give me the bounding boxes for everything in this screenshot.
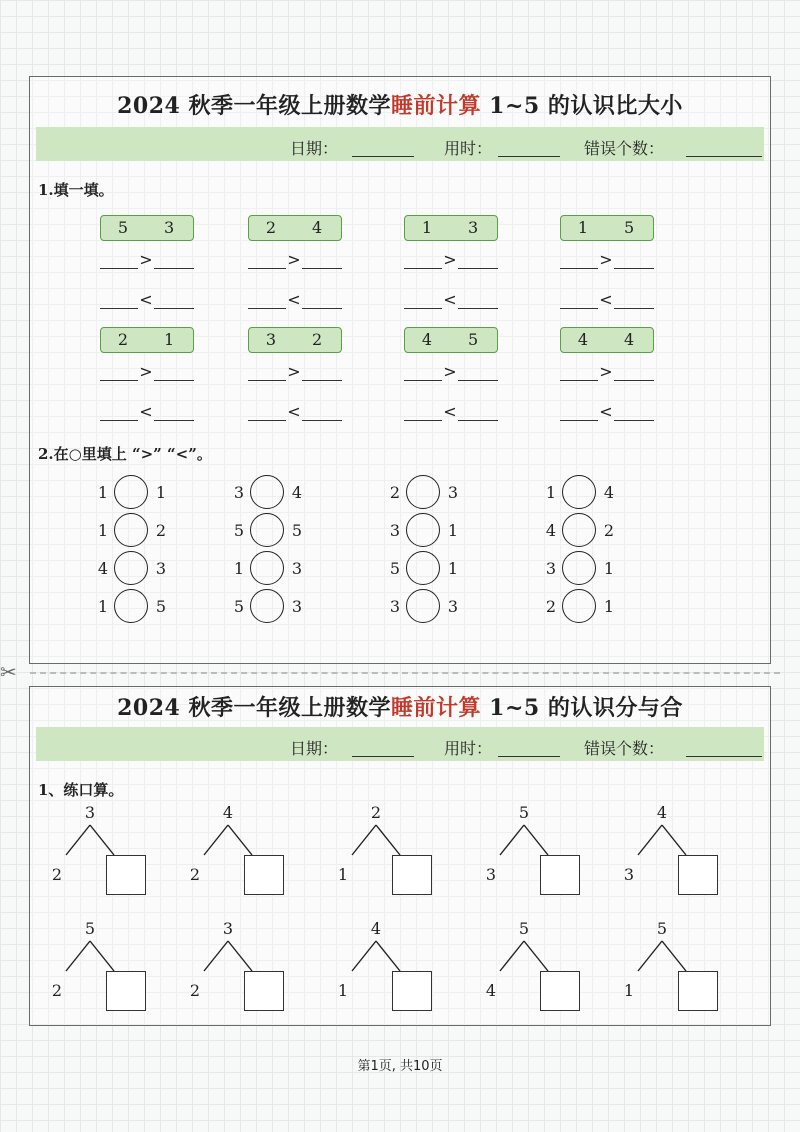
less-than-sign: < (139, 402, 153, 421)
answer-box[interactable] (106, 855, 146, 895)
whole-number: 3 (222, 919, 234, 938)
answer-blank[interactable] (248, 420, 286, 421)
compare-circle[interactable] (250, 475, 284, 509)
answer-box[interactable] (106, 971, 146, 1011)
worksheet-title: 2024 秋季一年级上册数学睡前计算 1~5 的认识比大小 (117, 93, 683, 119)
less-than-sign: < (443, 290, 457, 309)
part-number: 2 (189, 865, 201, 884)
greater-than-blank[interactable] (560, 250, 654, 269)
whole-number: 3 (84, 803, 96, 822)
greater-than-sign: > (599, 250, 613, 269)
date-label: 日期： (290, 739, 339, 758)
answer-blank[interactable] (560, 268, 598, 269)
answer-blank[interactable] (560, 420, 598, 421)
whole-number: 5 (656, 919, 668, 938)
answer-blank[interactable] (302, 268, 342, 269)
answer-blank[interactable] (248, 308, 286, 309)
branch-lines (494, 823, 554, 859)
left-number: 3 (389, 521, 401, 540)
answer-box[interactable] (392, 855, 432, 895)
whole-number: 4 (656, 803, 668, 822)
less-than-blank[interactable] (560, 290, 654, 309)
right-number: 1 (603, 559, 615, 578)
compare-circle[interactable] (250, 551, 284, 585)
left-number: 4 (97, 559, 109, 578)
left-number: 1 (97, 597, 109, 616)
left-number: 3 (233, 483, 245, 502)
greater-than-sign: > (139, 250, 153, 269)
compare-circle[interactable] (562, 551, 596, 585)
right-number: 2 (603, 521, 615, 540)
part-number: 3 (623, 865, 635, 884)
info-header (36, 127, 764, 161)
number-pair: 5 3 (100, 215, 194, 241)
answer-box[interactable] (540, 855, 580, 895)
date-field[interactable] (352, 156, 414, 157)
left-number: 1 (545, 483, 557, 502)
right-number: 1 (447, 559, 459, 578)
whole-number: 5 (518, 919, 530, 938)
section-title: 1.填一填。 (38, 181, 114, 199)
answer-blank[interactable] (100, 380, 138, 381)
greater-than-blank[interactable] (560, 362, 654, 381)
answer-blank[interactable] (404, 268, 442, 269)
compare-circle[interactable] (406, 513, 440, 547)
part-number: 3 (485, 865, 497, 884)
info-header (36, 727, 764, 761)
greater-than-sign: > (287, 362, 301, 381)
answer-box[interactable] (678, 971, 718, 1011)
branch-lines (60, 823, 120, 859)
less-than-blank[interactable] (560, 402, 654, 421)
part-number: 2 (51, 981, 63, 1000)
answer-blank[interactable] (154, 420, 194, 421)
number-pair: 3 2 (248, 327, 342, 353)
right-number: 5 (291, 521, 303, 540)
answer-box[interactable] (392, 971, 432, 1011)
part-number: 2 (189, 981, 201, 1000)
left-number: 3 (389, 597, 401, 616)
time-field[interactable] (498, 756, 560, 757)
whole-number: 2 (370, 803, 382, 822)
page-footer: 第1页, 共10页 (357, 1059, 443, 1074)
greater-than-blank[interactable] (404, 250, 498, 269)
greater-than-sign: > (139, 362, 153, 381)
branch-lines (632, 823, 692, 859)
less-than-sign: < (599, 402, 613, 421)
answer-blank[interactable] (458, 268, 498, 269)
answer-blank[interactable] (614, 308, 654, 309)
answer-blank[interactable] (100, 420, 138, 421)
left-number: 1 (97, 483, 109, 502)
answer-blank[interactable] (404, 420, 442, 421)
answer-blank[interactable] (458, 308, 498, 309)
right-number: 1 (447, 521, 459, 540)
right-number: 4 (603, 483, 615, 502)
number-pair: 4 4 (560, 327, 654, 353)
error-count-label: 错误个数： (584, 739, 665, 758)
less-than-sign: < (139, 290, 153, 309)
error-count-field[interactable] (686, 756, 762, 757)
answer-blank[interactable] (154, 308, 194, 309)
compare-circle[interactable] (114, 475, 148, 509)
right-number: 3 (155, 559, 167, 578)
compare-circle[interactable] (114, 513, 148, 547)
compare-circle[interactable] (406, 475, 440, 509)
branch-lines (60, 939, 120, 975)
left-number: 1 (97, 521, 109, 540)
whole-number: 4 (370, 919, 382, 938)
error-count-label: 错误个数： (584, 139, 665, 158)
answer-blank[interactable] (614, 380, 654, 381)
compare-circle[interactable] (406, 589, 440, 623)
less-than-blank[interactable] (248, 402, 342, 421)
answer-blank[interactable] (154, 380, 194, 381)
right-number: 3 (291, 597, 303, 616)
answer-box[interactable] (678, 855, 718, 895)
time-label: 用时： (444, 739, 493, 758)
branch-lines (198, 939, 258, 975)
greater-than-sign: > (443, 362, 457, 381)
part-number: 4 (485, 981, 497, 1000)
answer-blank[interactable] (404, 380, 442, 381)
greater-than-blank[interactable] (248, 250, 342, 269)
left-number: 5 (233, 597, 245, 616)
answer-blank[interactable] (248, 380, 286, 381)
greater-than-sign: > (599, 362, 613, 381)
left-number: 3 (545, 559, 557, 578)
answer-blank[interactable] (614, 420, 654, 421)
answer-blank[interactable] (404, 308, 442, 309)
greater-than-blank[interactable] (404, 362, 498, 381)
section-title: 1、练口算。 (38, 781, 124, 799)
less-than-sign: < (287, 290, 301, 309)
greater-than-sign: > (443, 250, 457, 269)
answer-blank[interactable] (560, 380, 598, 381)
answer-blank[interactable] (302, 308, 342, 309)
less-than-blank[interactable] (404, 290, 498, 309)
answer-blank[interactable] (302, 380, 342, 381)
error-count-field[interactable] (686, 156, 762, 157)
compare-circle[interactable] (114, 551, 148, 585)
right-number: 4 (291, 483, 303, 502)
answer-blank[interactable] (458, 420, 498, 421)
left-number: 2 (389, 483, 401, 502)
number-pair: 1 5 (560, 215, 654, 241)
date-field[interactable] (352, 756, 414, 757)
compare-circle[interactable] (250, 589, 284, 623)
number-pair: 2 4 (248, 215, 342, 241)
number-pair: 2 1 (100, 327, 194, 353)
left-number: 2 (545, 597, 557, 616)
less-than-sign: < (287, 402, 301, 421)
part-number: 1 (623, 981, 635, 1000)
right-number: 1 (155, 483, 167, 502)
branch-lines (632, 939, 692, 975)
left-number: 5 (233, 521, 245, 540)
part-number: 2 (51, 865, 63, 884)
greater-than-blank[interactable] (100, 250, 194, 269)
branch-lines (198, 823, 258, 859)
part-number: 1 (337, 981, 349, 1000)
compare-circle[interactable] (250, 513, 284, 547)
time-field[interactable] (498, 156, 560, 157)
time-label: 用时： (444, 139, 493, 158)
right-number: 2 (155, 521, 167, 540)
less-than-sign: < (443, 402, 457, 421)
branch-lines (346, 939, 406, 975)
part-number: 1 (337, 865, 349, 884)
branch-lines (494, 939, 554, 975)
less-than-blank[interactable] (100, 290, 194, 309)
answer-box[interactable] (540, 971, 580, 1011)
compare-circle[interactable] (406, 551, 440, 585)
section-title: 2.在○里填上 “>” “<”。 (38, 445, 212, 463)
whole-number: 5 (84, 919, 96, 938)
left-number: 1 (233, 559, 245, 578)
worksheet-decompose (29, 686, 771, 1026)
scissors-icon: ✂ (0, 660, 17, 684)
answer-blank[interactable] (154, 268, 194, 269)
cut-line (30, 672, 780, 674)
answer-blank[interactable] (302, 420, 342, 421)
number-pair: 1 3 (404, 215, 498, 241)
answer-blank[interactable] (248, 268, 286, 269)
date-label: 日期： (290, 139, 339, 158)
left-number: 5 (389, 559, 401, 578)
right-number: 1 (603, 597, 615, 616)
right-number: 5 (155, 597, 167, 616)
whole-number: 5 (518, 803, 530, 822)
whole-number: 4 (222, 803, 234, 822)
answer-blank[interactable] (614, 268, 654, 269)
less-than-blank[interactable] (404, 402, 498, 421)
worksheet-title: 2024 秋季一年级上册数学睡前计算 1~5 的认识分与合 (117, 695, 683, 721)
answer-box[interactable] (244, 971, 284, 1011)
right-number: 3 (447, 483, 459, 502)
less-than-blank[interactable] (248, 290, 342, 309)
number-pair: 4 5 (404, 327, 498, 353)
less-than-sign: < (599, 290, 613, 309)
compare-circle[interactable] (562, 475, 596, 509)
answer-blank[interactable] (560, 308, 598, 309)
worksheet-compare (29, 76, 771, 664)
greater-than-blank[interactable] (248, 362, 342, 381)
compare-circle[interactable] (114, 589, 148, 623)
answer-blank[interactable] (100, 268, 138, 269)
answer-blank[interactable] (100, 308, 138, 309)
less-than-blank[interactable] (100, 402, 194, 421)
answer-box[interactable] (244, 855, 284, 895)
greater-than-sign: > (287, 250, 301, 269)
right-number: 3 (447, 597, 459, 616)
greater-than-blank[interactable] (100, 362, 194, 381)
left-number: 4 (545, 521, 557, 540)
compare-circle[interactable] (562, 589, 596, 623)
answer-blank[interactable] (458, 380, 498, 381)
right-number: 3 (291, 559, 303, 578)
branch-lines (346, 823, 406, 859)
compare-circle[interactable] (562, 513, 596, 547)
